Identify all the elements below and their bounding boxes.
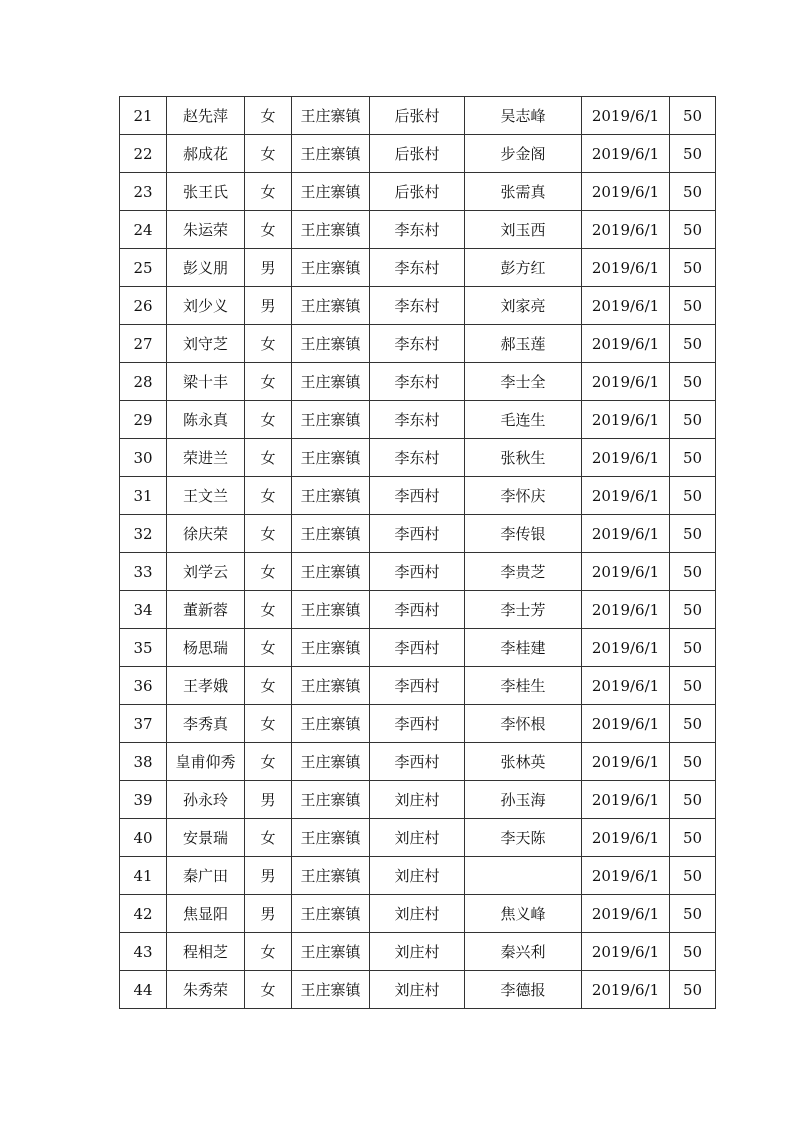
village-cell: 李东村 [370, 287, 465, 325]
related-person-cell: 刘玉西 [465, 211, 582, 249]
gender-cell: 男 [245, 249, 292, 287]
gender-cell: 女 [245, 705, 292, 743]
town-cell: 王庄寨镇 [292, 249, 370, 287]
village-cell: 后张村 [370, 135, 465, 173]
table-row [120, 971, 716, 1009]
town-cell: 王庄寨镇 [292, 705, 370, 743]
amount-cell: 50 [670, 819, 716, 857]
amount-cell: 50 [670, 477, 716, 515]
table-row [120, 439, 716, 477]
amount-cell: 50 [670, 439, 716, 477]
table-row [120, 895, 716, 933]
date-cell: 2019/6/1 [582, 781, 670, 819]
row-number-cell: 27 [120, 325, 167, 363]
table-row [120, 249, 716, 287]
gender-cell: 女 [245, 173, 292, 211]
town-cell: 王庄寨镇 [292, 743, 370, 781]
table-row [120, 97, 716, 135]
village-cell: 刘庄村 [370, 971, 465, 1009]
row-number-cell: 33 [120, 553, 167, 591]
related-person-cell: 李桂生 [465, 667, 582, 705]
town-cell: 王庄寨镇 [292, 401, 370, 439]
gender-cell: 女 [245, 553, 292, 591]
village-cell: 李西村 [370, 629, 465, 667]
date-cell: 2019/6/1 [582, 97, 670, 135]
town-cell: 王庄寨镇 [292, 591, 370, 629]
town-cell: 王庄寨镇 [292, 325, 370, 363]
date-cell: 2019/6/1 [582, 363, 670, 401]
date-cell: 2019/6/1 [582, 591, 670, 629]
town-cell: 王庄寨镇 [292, 135, 370, 173]
gender-cell: 女 [245, 591, 292, 629]
village-cell: 李东村 [370, 249, 465, 287]
row-number-cell: 29 [120, 401, 167, 439]
town-cell: 王庄寨镇 [292, 439, 370, 477]
amount-cell: 50 [670, 667, 716, 705]
person-name-cell: 王孝娥 [167, 667, 245, 705]
gender-cell: 男 [245, 857, 292, 895]
person-name-cell: 徐庆荣 [167, 515, 245, 553]
person-name-cell: 陈永真 [167, 401, 245, 439]
gender-cell: 女 [245, 971, 292, 1009]
row-number-cell: 34 [120, 591, 167, 629]
row-number-cell: 38 [120, 743, 167, 781]
amount-cell: 50 [670, 325, 716, 363]
village-cell: 刘庄村 [370, 819, 465, 857]
village-cell: 李西村 [370, 553, 465, 591]
town-cell: 王庄寨镇 [292, 211, 370, 249]
table-row [120, 743, 716, 781]
amount-cell: 50 [670, 287, 716, 325]
row-number-cell: 42 [120, 895, 167, 933]
village-cell: 刘庄村 [370, 857, 465, 895]
amount-cell: 50 [670, 515, 716, 553]
person-name-cell: 梁十丰 [167, 363, 245, 401]
town-cell: 王庄寨镇 [292, 173, 370, 211]
village-cell: 李东村 [370, 363, 465, 401]
related-person-cell: 李贵芝 [465, 553, 582, 591]
person-name-cell: 赵先萍 [167, 97, 245, 135]
town-cell: 王庄寨镇 [292, 895, 370, 933]
village-cell: 李西村 [370, 743, 465, 781]
person-name-cell: 郝成花 [167, 135, 245, 173]
table-row [120, 173, 716, 211]
related-person-cell: 李天陈 [465, 819, 582, 857]
amount-cell: 50 [670, 629, 716, 667]
date-cell: 2019/6/1 [582, 705, 670, 743]
person-name-cell: 张王氏 [167, 173, 245, 211]
town-cell: 王庄寨镇 [292, 971, 370, 1009]
person-name-cell: 朱秀荣 [167, 971, 245, 1009]
village-cell: 后张村 [370, 173, 465, 211]
gender-cell: 女 [245, 933, 292, 971]
person-name-cell: 董新蓉 [167, 591, 245, 629]
village-cell: 李西村 [370, 477, 465, 515]
table-row [120, 629, 716, 667]
date-cell: 2019/6/1 [582, 553, 670, 591]
related-person-cell: 李德报 [465, 971, 582, 1009]
amount-cell: 50 [670, 781, 716, 819]
table-row [120, 781, 716, 819]
table-row [120, 135, 716, 173]
row-number-cell: 22 [120, 135, 167, 173]
gender-cell: 女 [245, 211, 292, 249]
row-number-cell: 21 [120, 97, 167, 135]
amount-cell: 50 [670, 971, 716, 1009]
row-number-cell: 41 [120, 857, 167, 895]
amount-cell: 50 [670, 591, 716, 629]
date-cell: 2019/6/1 [582, 819, 670, 857]
village-cell: 李西村 [370, 705, 465, 743]
gender-cell: 女 [245, 515, 292, 553]
amount-cell: 50 [670, 895, 716, 933]
date-cell: 2019/6/1 [582, 249, 670, 287]
related-person-cell: 焦义峰 [465, 895, 582, 933]
date-cell: 2019/6/1 [582, 439, 670, 477]
related-person-cell [465, 857, 582, 895]
date-cell: 2019/6/1 [582, 857, 670, 895]
gender-cell: 女 [245, 135, 292, 173]
gender-cell: 女 [245, 439, 292, 477]
row-number-cell: 30 [120, 439, 167, 477]
date-cell: 2019/6/1 [582, 135, 670, 173]
related-person-cell: 郝玉莲 [465, 325, 582, 363]
table-row [120, 401, 716, 439]
row-number-cell: 23 [120, 173, 167, 211]
table-row [120, 515, 716, 553]
gender-cell: 女 [245, 477, 292, 515]
town-cell: 王庄寨镇 [292, 287, 370, 325]
related-person-cell: 张需真 [465, 173, 582, 211]
town-cell: 王庄寨镇 [292, 781, 370, 819]
amount-cell: 50 [670, 401, 716, 439]
table-row [120, 325, 716, 363]
village-cell: 李东村 [370, 325, 465, 363]
table-row [120, 705, 716, 743]
gender-cell: 男 [245, 287, 292, 325]
related-person-cell: 李士全 [465, 363, 582, 401]
person-name-cell: 刘学云 [167, 553, 245, 591]
gender-cell: 女 [245, 325, 292, 363]
related-person-cell: 秦兴利 [465, 933, 582, 971]
related-person-cell: 李传银 [465, 515, 582, 553]
related-person-cell: 李怀根 [465, 705, 582, 743]
village-cell: 刘庄村 [370, 781, 465, 819]
gender-cell: 女 [245, 819, 292, 857]
related-person-cell: 李怀庆 [465, 477, 582, 515]
gender-cell: 男 [245, 781, 292, 819]
person-name-cell: 李秀真 [167, 705, 245, 743]
date-cell: 2019/6/1 [582, 325, 670, 363]
table-row [120, 553, 716, 591]
table-row [120, 933, 716, 971]
row-number-cell: 28 [120, 363, 167, 401]
gender-cell: 女 [245, 97, 292, 135]
row-number-cell: 43 [120, 933, 167, 971]
village-cell: 刘庄村 [370, 933, 465, 971]
related-person-cell: 毛连生 [465, 401, 582, 439]
gender-cell: 男 [245, 895, 292, 933]
person-name-cell: 刘少义 [167, 287, 245, 325]
table-row [120, 591, 716, 629]
date-cell: 2019/6/1 [582, 287, 670, 325]
person-name-cell: 朱运荣 [167, 211, 245, 249]
person-name-cell: 秦广田 [167, 857, 245, 895]
date-cell: 2019/6/1 [582, 401, 670, 439]
gender-cell: 女 [245, 667, 292, 705]
row-number-cell: 25 [120, 249, 167, 287]
town-cell: 王庄寨镇 [292, 629, 370, 667]
date-cell: 2019/6/1 [582, 477, 670, 515]
row-number-cell: 36 [120, 667, 167, 705]
related-person-cell: 张林英 [465, 743, 582, 781]
table-row [120, 667, 716, 705]
person-name-cell: 彭义朋 [167, 249, 245, 287]
date-cell: 2019/6/1 [582, 933, 670, 971]
related-person-cell: 刘家亮 [465, 287, 582, 325]
table-row [120, 287, 716, 325]
amount-cell: 50 [670, 97, 716, 135]
date-cell: 2019/6/1 [582, 667, 670, 705]
table-row [120, 211, 716, 249]
related-person-cell: 李士芳 [465, 591, 582, 629]
town-cell: 王庄寨镇 [292, 97, 370, 135]
town-cell: 王庄寨镇 [292, 819, 370, 857]
row-number-cell: 31 [120, 477, 167, 515]
related-person-cell: 李桂建 [465, 629, 582, 667]
village-cell: 刘庄村 [370, 895, 465, 933]
village-cell: 李东村 [370, 211, 465, 249]
gender-cell: 女 [245, 401, 292, 439]
town-cell: 王庄寨镇 [292, 363, 370, 401]
date-cell: 2019/6/1 [582, 629, 670, 667]
gender-cell: 女 [245, 629, 292, 667]
person-name-cell: 皇甫仰秀 [167, 743, 245, 781]
related-person-cell: 吴志峰 [465, 97, 582, 135]
person-name-cell: 杨思瑞 [167, 629, 245, 667]
town-cell: 王庄寨镇 [292, 515, 370, 553]
row-number-cell: 24 [120, 211, 167, 249]
record-table-body [120, 97, 716, 1009]
table-row [120, 363, 716, 401]
person-name-cell: 孙永玲 [167, 781, 245, 819]
table-row [120, 857, 716, 895]
town-cell: 王庄寨镇 [292, 857, 370, 895]
row-number-cell: 37 [120, 705, 167, 743]
related-person-cell: 张秋生 [465, 439, 582, 477]
gender-cell: 女 [245, 743, 292, 781]
related-person-cell: 彭方红 [465, 249, 582, 287]
village-cell: 李东村 [370, 439, 465, 477]
amount-cell: 50 [670, 135, 716, 173]
record-table [119, 96, 716, 1009]
village-cell: 李东村 [370, 401, 465, 439]
row-number-cell: 32 [120, 515, 167, 553]
date-cell: 2019/6/1 [582, 971, 670, 1009]
amount-cell: 50 [670, 553, 716, 591]
person-name-cell: 刘守芝 [167, 325, 245, 363]
person-name-cell: 焦显阳 [167, 895, 245, 933]
town-cell: 王庄寨镇 [292, 477, 370, 515]
date-cell: 2019/6/1 [582, 895, 670, 933]
related-person-cell: 孙玉海 [465, 781, 582, 819]
amount-cell: 50 [670, 249, 716, 287]
row-number-cell: 40 [120, 819, 167, 857]
table-row [120, 477, 716, 515]
town-cell: 王庄寨镇 [292, 933, 370, 971]
amount-cell: 50 [670, 705, 716, 743]
date-cell: 2019/6/1 [582, 515, 670, 553]
person-name-cell: 安景瑞 [167, 819, 245, 857]
person-name-cell: 程相芝 [167, 933, 245, 971]
table-row [120, 819, 716, 857]
amount-cell: 50 [670, 857, 716, 895]
row-number-cell: 26 [120, 287, 167, 325]
village-cell: 后张村 [370, 97, 465, 135]
row-number-cell: 44 [120, 971, 167, 1009]
village-cell: 李西村 [370, 667, 465, 705]
town-cell: 王庄寨镇 [292, 667, 370, 705]
amount-cell: 50 [670, 211, 716, 249]
amount-cell: 50 [670, 933, 716, 971]
village-cell: 李西村 [370, 515, 465, 553]
row-number-cell: 39 [120, 781, 167, 819]
date-cell: 2019/6/1 [582, 211, 670, 249]
amount-cell: 50 [670, 743, 716, 781]
related-person-cell: 步金阁 [465, 135, 582, 173]
date-cell: 2019/6/1 [582, 173, 670, 211]
person-name-cell: 荣进兰 [167, 439, 245, 477]
gender-cell: 女 [245, 363, 292, 401]
amount-cell: 50 [670, 363, 716, 401]
row-number-cell: 35 [120, 629, 167, 667]
village-cell: 李西村 [370, 591, 465, 629]
date-cell: 2019/6/1 [582, 743, 670, 781]
amount-cell: 50 [670, 173, 716, 211]
person-name-cell: 王文兰 [167, 477, 245, 515]
town-cell: 王庄寨镇 [292, 553, 370, 591]
